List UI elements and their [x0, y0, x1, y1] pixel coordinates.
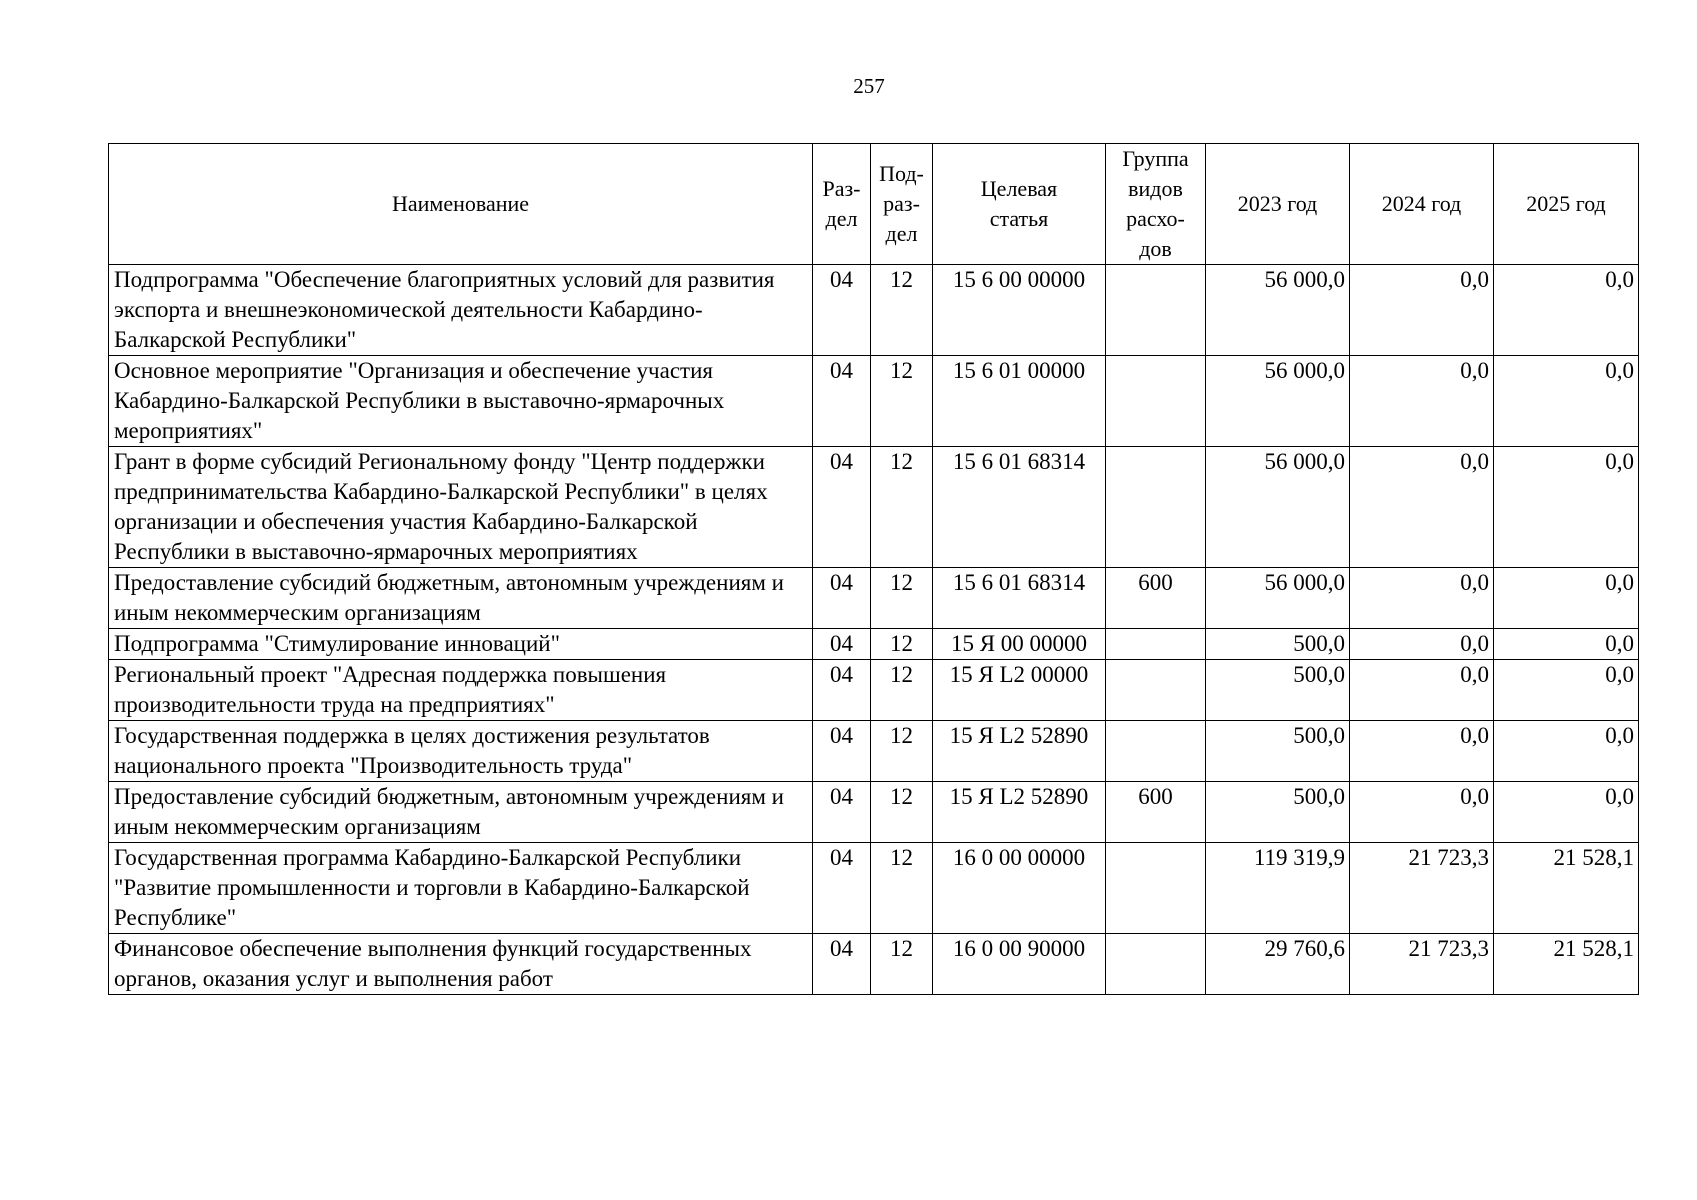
- cell-tselevaya-statya: 15 Я 00 00000: [933, 629, 1106, 660]
- cell-2025: 21 528,1: [1494, 843, 1639, 934]
- cell-gruppa: [1106, 629, 1206, 660]
- cell-2023: 56 000,0: [1206, 265, 1350, 356]
- cell-name: Грант в форме субсидий Региональному фонду "Центр поддержки предпринимательства Кабардино-Балкарской Республики" в целях организации и обеспечения участия Кабардино-Балкарской Республики в выставочно-ярмарочных мероприятиях: [109, 447, 813, 568]
- cell-razdel: 04: [813, 660, 871, 721]
- cell-2025: 0,0: [1494, 660, 1639, 721]
- table-row: [109, 843, 1639, 934]
- cell-tselevaya-statya: 15 6 01 68314: [933, 447, 1106, 568]
- header-name: Наименование: [109, 144, 813, 265]
- table-row: [109, 934, 1639, 995]
- cell-2024: 0,0: [1350, 629, 1494, 660]
- cell-podrazdel: 12: [871, 265, 933, 356]
- cell-gruppa: [1106, 356, 1206, 447]
- cell-razdel: 04: [813, 568, 871, 629]
- cell-2025: 21 528,1: [1494, 934, 1639, 995]
- cell-name: Основное мероприятие "Организация и обеспечение участия Кабардино-Балкарской Республики в выставочно-ярмарочных мероприятиях": [109, 356, 813, 447]
- cell-2025: 0,0: [1494, 356, 1639, 447]
- cell-gruppa: 600: [1106, 568, 1206, 629]
- cell-tselevaya-statya: 15 6 01 00000: [933, 356, 1106, 447]
- cell-razdel: 04: [813, 721, 871, 782]
- cell-tselevaya-statya: 16 0 00 90000: [933, 934, 1106, 995]
- cell-razdel: 04: [813, 356, 871, 447]
- header-tselevaya-statya: Целевая статья: [933, 144, 1106, 265]
- cell-2025: 0,0: [1494, 265, 1639, 356]
- cell-2023: 56 000,0: [1206, 568, 1350, 629]
- header-2023: 2023 год: [1206, 144, 1350, 265]
- cell-2023: 119 319,9: [1206, 843, 1350, 934]
- cell-2024: 21 723,3: [1350, 843, 1494, 934]
- cell-2023: 500,0: [1206, 721, 1350, 782]
- cell-podrazdel: 12: [871, 356, 933, 447]
- cell-podrazdel: 12: [871, 629, 933, 660]
- cell-2024: 0,0: [1350, 660, 1494, 721]
- cell-2023: 56 000,0: [1206, 447, 1350, 568]
- table-header-row: [109, 144, 1639, 265]
- header-podrazdel: Под- раз- дел: [871, 144, 933, 265]
- cell-2025: 0,0: [1494, 782, 1639, 843]
- cell-podrazdel: 12: [871, 568, 933, 629]
- table-row: [109, 447, 1639, 568]
- cell-2025: 0,0: [1494, 447, 1639, 568]
- cell-name: Финансовое обеспечение выполнения функций государственных органов, оказания услуг и выполнения работ: [109, 934, 813, 995]
- cell-razdel: 04: [813, 447, 871, 568]
- cell-gruppa: [1106, 721, 1206, 782]
- cell-name: Предоставление субсидий бюджетным, автономным учреждениям и иным некоммерческим организациям: [109, 568, 813, 629]
- header-gruppa-vidov-raskhodov: Группа видов расхо- дов: [1106, 144, 1206, 265]
- cell-razdel: 04: [813, 629, 871, 660]
- table-body: [109, 265, 1639, 995]
- cell-name: Государственная поддержка в целях достижения результатов национального проекта "Производительность труда": [109, 721, 813, 782]
- header-razdel: Раз- дел: [813, 144, 871, 265]
- budget-table: [108, 143, 1639, 995]
- cell-name: Региональный проект "Адресная поддержка повышения производительности труда на предприятиях": [109, 660, 813, 721]
- cell-podrazdel: 12: [871, 660, 933, 721]
- header-2025: 2025 год: [1494, 144, 1639, 265]
- cell-razdel: 04: [813, 782, 871, 843]
- cell-name: Государственная программа Кабардино-Балкарской Республики "Развитие промышленности и торговли в Кабардино-Балкарской Республике": [109, 843, 813, 934]
- cell-2023: 500,0: [1206, 660, 1350, 721]
- cell-2024: 0,0: [1350, 568, 1494, 629]
- cell-2025: 0,0: [1494, 629, 1639, 660]
- header-2024: 2024 год: [1350, 144, 1494, 265]
- cell-razdel: 04: [813, 265, 871, 356]
- cell-name: Подпрограмма "Обеспечение благоприятных условий для развития экспорта и внешнеэкономической деятельности Кабардино-Балкарской Республики": [109, 265, 813, 356]
- cell-razdel: 04: [813, 843, 871, 934]
- page-number: 257: [853, 74, 885, 98]
- cell-podrazdel: 12: [871, 782, 933, 843]
- cell-podrazdel: 12: [871, 721, 933, 782]
- cell-tselevaya-statya: 15 6 01 68314: [933, 568, 1106, 629]
- cell-gruppa: [1106, 265, 1206, 356]
- cell-tselevaya-statya: 16 0 00 00000: [933, 843, 1106, 934]
- cell-tselevaya-statya: 15 6 00 00000: [933, 265, 1106, 356]
- cell-2024: 0,0: [1350, 782, 1494, 843]
- table-row: [109, 660, 1639, 721]
- cell-tselevaya-statya: 15 Я L2 00000: [933, 660, 1106, 721]
- cell-2023: 500,0: [1206, 782, 1350, 843]
- cell-gruppa: [1106, 447, 1206, 568]
- cell-2024: 0,0: [1350, 356, 1494, 447]
- cell-2023: 500,0: [1206, 629, 1350, 660]
- cell-gruppa: [1106, 934, 1206, 995]
- cell-2025: 0,0: [1494, 568, 1639, 629]
- table-row: [109, 356, 1639, 447]
- cell-2023: 56 000,0: [1206, 356, 1350, 447]
- table-row: [109, 265, 1639, 356]
- cell-2024: 21 723,3: [1350, 934, 1494, 995]
- cell-name: Подпрограмма "Стимулирование инноваций": [109, 629, 813, 660]
- cell-name: Предоставление субсидий бюджетным, автономным учреждениям и иным некоммерческим организациям: [109, 782, 813, 843]
- cell-gruppa: [1106, 660, 1206, 721]
- cell-gruppa: [1106, 843, 1206, 934]
- cell-2025: 0,0: [1494, 721, 1639, 782]
- cell-podrazdel: 12: [871, 934, 933, 995]
- table-row: [109, 629, 1639, 660]
- cell-podrazdel: 12: [871, 447, 933, 568]
- cell-2024: 0,0: [1350, 721, 1494, 782]
- cell-tselevaya-statya: 15 Я L2 52890: [933, 721, 1106, 782]
- cell-razdel: 04: [813, 934, 871, 995]
- cell-gruppa: 600: [1106, 782, 1206, 843]
- table-row: [109, 782, 1639, 843]
- cell-podrazdel: 12: [871, 843, 933, 934]
- table-row: [109, 568, 1639, 629]
- cell-tselevaya-statya: 15 Я L2 52890: [933, 782, 1106, 843]
- table-row: [109, 721, 1639, 782]
- cell-2024: 0,0: [1350, 447, 1494, 568]
- cell-2024: 0,0: [1350, 265, 1494, 356]
- cell-2023: 29 760,6: [1206, 934, 1350, 995]
